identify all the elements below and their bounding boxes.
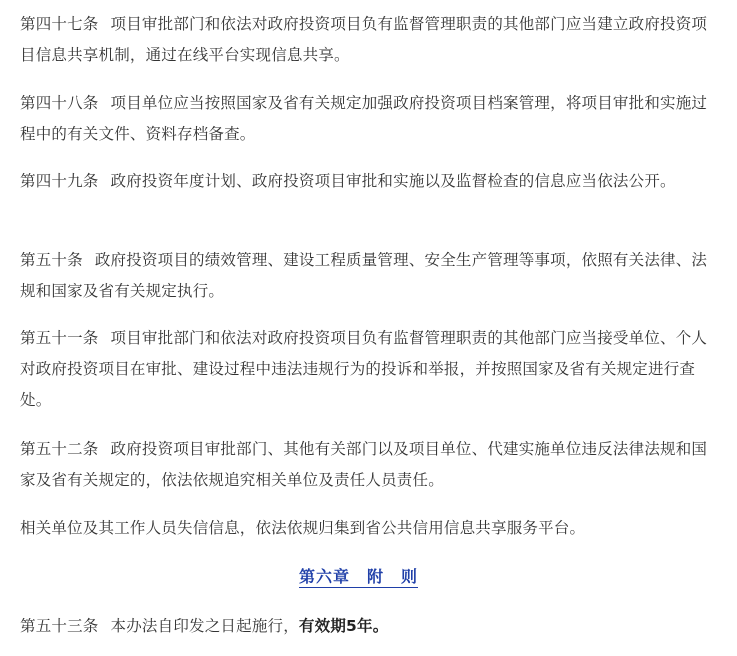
article-number: 第四十九条 [20, 172, 99, 190]
article-number: 第四十八条 [20, 94, 99, 112]
article-text: 政府投资年度计划、政府投资项目审批和实施以及监督检查的信息应当依法公开。 [110, 172, 676, 190]
article-text: 政府投资项目的绩效管理、建设工程质量管理、安全生产管理等事项，依照有关法律、法规和国家及省有关规定执行。 [20, 251, 708, 300]
article-47 [20, 9, 711, 71]
chapter-heading [0, 561, 717, 592]
article-number: 第五十三条 [20, 617, 99, 635]
article-number: 第四十七条 [20, 15, 99, 33]
article-text: 项目审批部门和依法对政府投资项目负有监督管理职责的其他部门应当建立政府投资项目信息共享机制，通过在线平台实现信息共享。 [20, 15, 708, 64]
article-text: 本办法自印发之日起施行， [110, 617, 299, 635]
article-text: 政府投资项目审批部门、其他有关部门以及项目单位、代建实施单位违反法律法规和国家及省有关规定的，依法依规追究相关单位及责任人员责任。 [20, 440, 708, 489]
credit-info-paragraph: 相关单位及其工作人员失信信息，依法依规归集到省公共信用信息共享服务平台。 [20, 519, 586, 537]
article-52 [20, 434, 711, 496]
article-49 [20, 166, 711, 197]
article-number: 第五十条 [20, 251, 83, 269]
chapter-heading-text: 第六章 附 则 [298, 567, 418, 586]
article-48 [20, 88, 711, 150]
article-number: 第五十一条 [20, 329, 99, 347]
article-number: 第五十二条 [20, 440, 99, 458]
validity-period-text: 有效期5年。 [298, 617, 389, 635]
article-53 [20, 611, 711, 642]
article-text: 项目单位应当按照国家及省有关规定加强政府投资项目档案管理，将项目审批和实施过程中的有关文件、资料存档备查。 [20, 94, 708, 143]
article-51 [20, 323, 711, 416]
article-50 [20, 245, 711, 307]
article-text: 项目审批部门和依法对政府投资项目负有监督管理职责的其他部门应当接受单位、个人对政府投资项目在审批、建设过程中违法违规行为的投诉和举报，并按照国家及省有关规定进行查处。 [20, 329, 708, 409]
